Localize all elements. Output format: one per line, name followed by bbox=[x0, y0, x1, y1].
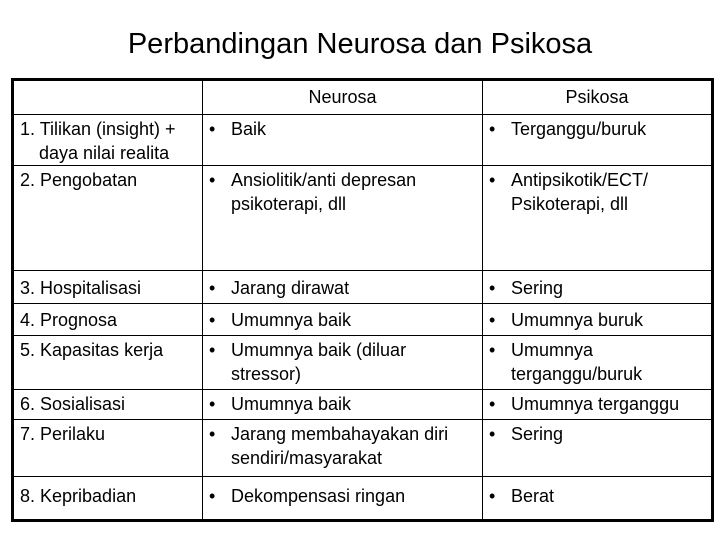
aspect-label: 8. Kepribadian bbox=[20, 486, 137, 506]
aspect-cell bbox=[13, 115, 203, 166]
table-row bbox=[13, 420, 713, 477]
table-row bbox=[13, 477, 713, 521]
neurosa-value: Ansiolitik/anti depresan psikoterapi, dll bbox=[231, 170, 417, 214]
bullet-icon: • bbox=[209, 424, 216, 444]
aspect-cell bbox=[13, 336, 203, 390]
bullet-icon: • bbox=[489, 310, 496, 330]
aspect-cell bbox=[13, 477, 203, 521]
psikosa-value: Terganggu/buruk bbox=[511, 119, 647, 139]
aspect-cell bbox=[13, 390, 203, 420]
psikosa-value: Antipsikotik/ECT/ Psikoterapi, dll bbox=[511, 170, 649, 214]
neurosa-cell bbox=[203, 477, 483, 521]
neurosa-cell bbox=[203, 420, 483, 477]
psikosa-cell bbox=[483, 420, 713, 477]
table-row bbox=[13, 115, 713, 166]
aspect-cell bbox=[13, 166, 203, 271]
psikosa-cell bbox=[483, 271, 713, 304]
aspect-label: 7. Perilaku bbox=[20, 424, 106, 444]
bullet-icon: • bbox=[489, 278, 496, 298]
aspect-cell bbox=[13, 271, 203, 304]
aspect-label: 6. Sosialisasi bbox=[20, 394, 126, 414]
bullet-icon: • bbox=[489, 170, 496, 190]
table-row bbox=[13, 166, 713, 271]
psikosa-cell bbox=[483, 115, 713, 166]
aspect-cell bbox=[13, 420, 203, 477]
psikosa-value: Sering bbox=[511, 278, 564, 298]
header-aspect bbox=[13, 80, 203, 115]
neurosa-value: Umumnya baik bbox=[231, 394, 352, 414]
bullet-icon: • bbox=[489, 119, 496, 139]
bullet-icon: • bbox=[209, 170, 216, 190]
neurosa-value: Dekompensasi ringan bbox=[231, 486, 406, 506]
neurosa-cell bbox=[203, 336, 483, 390]
header-psikosa: Psikosa bbox=[483, 80, 713, 115]
neurosa-cell bbox=[203, 390, 483, 420]
psikosa-cell bbox=[483, 166, 713, 271]
neurosa-value: Jarang membahayakan diri sendiri/masyarakat bbox=[231, 424, 449, 468]
bullet-icon: • bbox=[489, 340, 496, 360]
neurosa-cell bbox=[203, 304, 483, 336]
psikosa-value: Umumnya buruk bbox=[511, 310, 644, 330]
table-header-row bbox=[13, 80, 713, 115]
psikosa-value: Berat bbox=[511, 486, 555, 506]
neurosa-value: Umumnya baik (diluar stressor) bbox=[231, 340, 407, 384]
bullet-icon: • bbox=[209, 486, 216, 506]
bullet-icon: • bbox=[209, 340, 216, 360]
psikosa-value: Umumnya terganggu bbox=[511, 394, 680, 414]
neurosa-cell bbox=[203, 166, 483, 271]
table-row bbox=[13, 304, 713, 336]
bullet-icon: • bbox=[489, 486, 496, 506]
aspect-label: 2. Pengobatan bbox=[20, 170, 138, 190]
bullet-icon: • bbox=[209, 119, 216, 139]
comparison-table bbox=[11, 78, 714, 522]
bullet-icon: • bbox=[209, 278, 216, 298]
aspect-cell bbox=[13, 304, 203, 336]
psikosa-value: Sering bbox=[511, 424, 564, 444]
bullet-icon: • bbox=[209, 394, 216, 414]
table-row bbox=[13, 336, 713, 390]
psikosa-cell bbox=[483, 477, 713, 521]
bullet-icon: • bbox=[209, 310, 216, 330]
psikosa-cell bbox=[483, 336, 713, 390]
psikosa-cell bbox=[483, 304, 713, 336]
bullet-icon: • bbox=[489, 394, 496, 414]
psikosa-value: Umumnya terganggu/buruk bbox=[511, 340, 643, 384]
neurosa-value: Baik bbox=[231, 119, 267, 139]
table-row bbox=[13, 390, 713, 420]
aspect-label: 4. Prognosa bbox=[20, 310, 118, 330]
psikosa-cell bbox=[483, 390, 713, 420]
aspect-label: 1. Tilikan (insight) + daya nilai realita bbox=[20, 119, 176, 163]
aspect-label: 3. Hospitalisasi bbox=[20, 278, 142, 298]
neurosa-cell bbox=[203, 115, 483, 166]
neurosa-cell bbox=[203, 271, 483, 304]
table-row bbox=[13, 271, 713, 304]
header-neurosa: Neurosa bbox=[203, 80, 483, 115]
neurosa-value: Jarang dirawat bbox=[231, 278, 350, 298]
page-title: Perbandingan Neurosa dan Psikosa bbox=[127, 28, 593, 60]
bullet-icon: • bbox=[489, 424, 496, 444]
aspect-label: 5. Kapasitas kerja bbox=[20, 340, 164, 360]
neurosa-value: Umumnya baik bbox=[231, 310, 352, 330]
